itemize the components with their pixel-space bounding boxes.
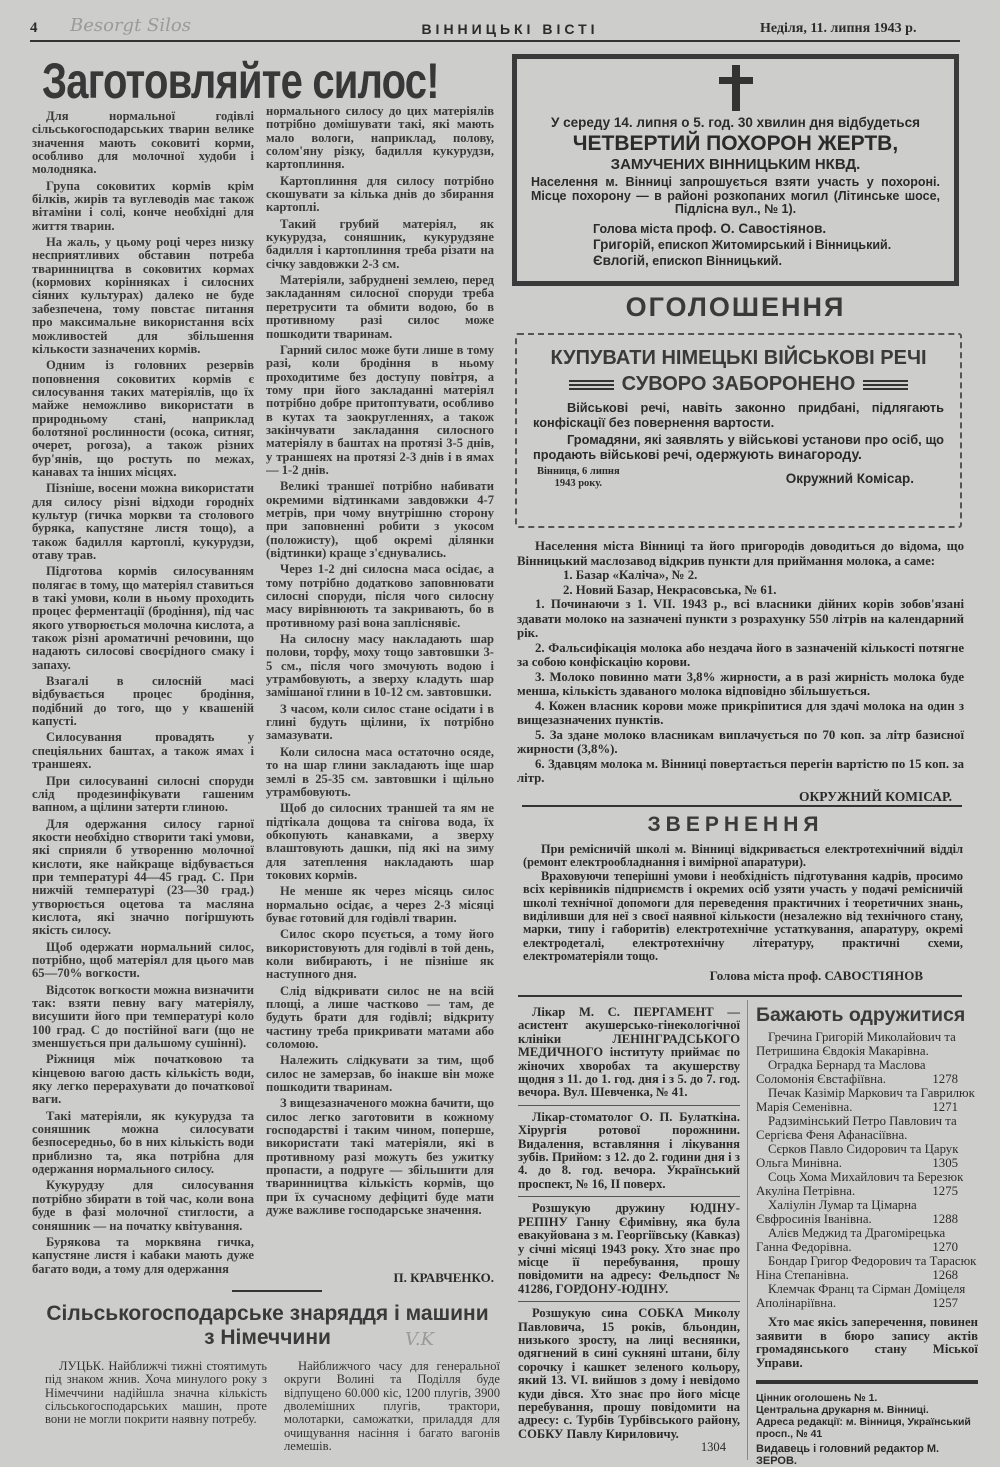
- imprint-publisher: Видавець і головний редактор М. ЗЕРОВ.: [756, 1443, 940, 1467]
- ban-signature: Окружний Комісар.: [785, 470, 914, 486]
- paragraph: Коли силосна маса остаточно осяде, то на шар глини закладають іще шар землі в 25-35 см. завтовшки і щільно утрамбовують.: [266, 744, 494, 799]
- marriage-entry-number: 1275: [932, 1183, 958, 1198]
- ad-number: 1304: [700, 1440, 726, 1455]
- imprint-address: Адреса редакції: м. Вінниця, Український просп., № 41: [756, 1416, 971, 1440]
- paragraph: Силосування провадять у спеціяльних баштах, а також ямах і траншеях.: [32, 730, 254, 772]
- paragraph: Через 1-2 дні силосна маса осідає, а тому потрібно додатково заповнювати силосні споруди, після чого силосну масу вирівнюють та закривають, бо в противному разі вона запліснявіє.: [266, 562, 494, 630]
- milk-notice: [517, 539, 964, 804]
- announcements-heading: ОГОЛОШЕННЯ: [625, 292, 846, 322]
- classified-ad: Лікар-стоматолог О. П. Булаткіна. Хірургія ротової порожнини. Видалення, вставляння і лікування зубів. Прийом: з 12. до 2. години дня і з 4. до 8. год. вечора. Український проспект, № 16, II поверх.: [518, 1109, 740, 1191]
- paragraph: Підготова кормів силосуванням полягає в тому, що матеріял ставиться в такі умови, коли в ньому проходить процес ферментації (бродіння), під час якого утворюється молочна кислота, а також різні ароматичні речовини, що надають силосові своєрідного смаку і запаху.: [32, 564, 254, 672]
- masthead-rule: [30, 40, 960, 42]
- ban-subheadline-text: СУВОРО ЗАБОРОНЕНО: [621, 373, 856, 395]
- marriage-entry: [756, 1255, 978, 1282]
- classified-ad: Лікар М. С. ПЕРГАМЕНТ — асистент акушерсько-гінекологічної клініки ЛЕНІНГРАДСЬКОГО МЕДИЧНОГО інституту приймає по жіночих хворобах та акушерству щодня з 11. до 1. год. дня і з 5. до 7. год. вечора. Вул. Шевченка, № 41.: [518, 1005, 740, 1100]
- signature-name: Григорій,: [593, 236, 655, 252]
- handwritten-initials: V.K: [405, 1329, 435, 1350]
- milk-rule: 2. Фальсифікація молока або нездача його в зазначеній кількості потягне за собою конфіскацію корови.: [517, 640, 964, 669]
- paragraph: На силосну масу накладають шар полови, торфу, моху тощо завтовшки 3-5 см., після чого змочують водою і утрамбовують, а зверху кладуть шар замішаної глини в 10-12 см. завтовшки.: [266, 632, 494, 700]
- article-headline: Заготовляйте силос!: [42, 53, 439, 109]
- paragraph: Група соковитих кормів крім білків, жирів та вуглеводів має також вітаміни і солі, конче необхідні для життя тварин.: [32, 178, 254, 233]
- marriage-entry-number: 1278: [932, 1071, 958, 1086]
- machinery-headline-line2: з Німеччини: [204, 1326, 331, 1349]
- paragraph: З вищезазначеного можна бачити, що силос легко заготовити в кожному господарстві і таким чином, поперше, використати такі матеріяли, які в противному разі можуть без ужитку пропасти, а подруге — збільшити для тваринництва кількість кормів, що при їх сучасному дефіциті буде мати дуже важливе господарське значення.: [266, 1096, 494, 1218]
- paragraph: Такий грубий матеріял, як кукурудза, соняшник, кукурудзяне бадилля і картоплиння треба різати на січку завдовжки 2-3 см.: [266, 216, 494, 271]
- ban-paragraph-2-text: Громадяни, які заявлять у військові установи про осіб, що продають військові речі,: [533, 432, 944, 462]
- appeal-paragraph-2: Враховуючи теперішні умови і необхідність підготування кадрів, просимо всіх керівників підприємств і окремих осіб узяти участь у подачі ремісничій школі технічної допомоги для переведення практичних і теоретичних знань, виділивши для неї з своєї наявної кількости (незалежно від технічного стану, марки, типу і габоритів) електротехнічне устаткування, апаратуру, окремі електродеталі, електротехнічну літературу, практичні схеми, електроматеріяли тощо.: [523, 868, 963, 964]
- milk-rule: 5. За здане молоко власникам виплачується по 70 коп. за літр базисної жирности (3,8%).: [517, 727, 964, 756]
- marriage-heading: Бажають одружитися: [756, 1004, 966, 1026]
- marriage-names: Сєрков Павло Сидорович та Царук Ольга Минівна.: [756, 1142, 959, 1170]
- article-column-1: [32, 110, 254, 1288]
- paragraph: Кукурудзу для силосування потрібно збирати в той час, коли вона буде в фазі молочної стиглости, а соняшник — на початку квітування.: [32, 1178, 254, 1233]
- column-divider: [747, 1000, 748, 1460]
- machinery-column-1: [45, 1360, 267, 1460]
- military-goods-notice: [515, 333, 962, 528]
- ban-place-date: [537, 466, 620, 490]
- milk-point: 1. Базар «Каліча», № 2.: [563, 568, 698, 582]
- marriage-entry: [756, 1227, 978, 1254]
- appeal-heading: ЗВЕРНЕННЯ: [647, 813, 824, 836]
- decorative-stripes: [863, 380, 908, 390]
- marriage-entry: [756, 1143, 978, 1170]
- appeal-body: [523, 843, 963, 982]
- signature-name: Євлогій,: [593, 252, 649, 268]
- ad-divider: [518, 1105, 740, 1106]
- signature-title: епископ Житомирський і Вінницький.: [657, 237, 892, 252]
- marriage-names: Оградка Бернард та Маслова Соломонія Євстафіївна.: [756, 1058, 926, 1086]
- appeal-paragraph-1: При ремісничій школі м. Вінниці відкривається електротехнічний відділ (ремонт електрообладнання і вимірної апаратури).: [523, 842, 963, 870]
- marriage-names: Печак Казімір Маркович та Гаврилюк Марія Семенівна.: [756, 1086, 975, 1114]
- section-rule: [522, 805, 962, 807]
- marriage-entry: [756, 1059, 978, 1086]
- imprint: [756, 1392, 978, 1467]
- marriage-names: Халіулін Лумар та Цімарна Євфросинія Іванівна.: [756, 1198, 917, 1226]
- paragraph: Одним із головних резервів поповнення соковитих кормів є силосування таких матеріялів, що їх майже неможливо використати в природньому стані, наприклад болотяної рослинности (осока, ситняг, очерет, рогоза), а також різних бур'янів, що ростуть по межах, канавах та інших місцях.: [32, 358, 254, 479]
- imprint-price-list: Цінник оголошень № 1.: [756, 1392, 878, 1404]
- article-column-2: [266, 105, 494, 1263]
- paragraph: ЛУЦЬК. Найближчі тижні стоятимуть під знаком жнив. Хоча минулого року з Німеччини надійшла значна кількість сільськогосподарських машин, проте вони не могли покрити наявну потребу.: [45, 1360, 267, 1427]
- marriage-entry-number: 1271: [932, 1099, 958, 1114]
- marriage-list: [756, 1031, 978, 1310]
- paragraph: З часом, коли силос стане осідати і в глині будуть щілини, їх потрібно замазувати.: [266, 701, 494, 743]
- marriage-entry: [756, 1087, 978, 1114]
- ban-reward-text: одержують винагороду.: [695, 446, 862, 462]
- paragraph: Не менше як через місяць силос нормально осідає, а через 2-3 місяці буває готовий для годівлі тварин.: [266, 884, 494, 925]
- section-rule: [518, 995, 962, 997]
- page-number: 4: [30, 20, 38, 36]
- marriage-announcements: [756, 1004, 978, 1467]
- paragraph: На жаль, у цьому році через низку несприятливих обставин потреба тваринництва в соковитих кормах (кормових корінняках і силосних сіяних культурах) далеко не буде забезпечена, тому повстає питання про максимальне використання всіх можливостей для збільшення кількости зазначених кормів.: [32, 235, 254, 356]
- paragraph: Слід відкривати силос не на всій площі, а лише частково — там, де будуть брати для годівлі; відкриту частину треба прикривати матами або соломою.: [266, 983, 494, 1052]
- marriage-entry-number: 1288: [932, 1211, 958, 1226]
- paragraph: нормального силосу до цих матеріялів потрібно домішувати такі, які мають мало вологи, наприклад, полову, солом'яну різку, бадилля кукурудзи, картоплиння.: [266, 105, 494, 172]
- marriage-names: Алієв Меджид та Драгомірецька Ганна Федорівна.: [756, 1226, 946, 1254]
- funeral-signature-3: [593, 253, 940, 269]
- decorative-stripes: [569, 380, 614, 390]
- funeral-notice: [512, 54, 959, 286]
- classified-ad: Розшукую сина СОБКА Миколу Павловича, 15 років, бльондин, низького зросту, на лиці веснянки, одягнений в сині сукняні штани, білу сорочку і кашкет зеленого кольору, який 13. VI. вийшов з дому і невідомо куди дівся. Хто знає про його місце перебування, прошу повідомити на адресу: с. Турбів Турбівського району, СОБКУ Павлу Кириловичу.: [518, 1306, 740, 1441]
- paragraph: Щоб до силосних траншей та ям не підтікала дощова та снігова вода, їх обкопують канавками, а зверху влаштовують дашки, під які на зиму для затеплення накладають шар токових кормів.: [266, 801, 494, 882]
- paragraph: Великі траншеї потрібно набивати окремими відтинками завдовжки 4-7 метрів, при чому внутрішню сторону при заповненні робити з укосом (положисту), щоб окремі ділянки (відтинки) краще з'єднувались.: [266, 479, 494, 560]
- paragraph: Відсоток вогкости можна визначити так: взяти певну вагу матеріялу, висушити його при температурі коло 100 град. С до постійної ваги (що не зменшується при дальшому сушінні).: [32, 982, 254, 1051]
- paragraph: Для нормальної годівлі сільськогосподарських тварин велике значення мають соковиті корми, особливо для молочної худоби і молодняка.: [32, 110, 254, 177]
- ban-paragraph-1: Військові речі, навіть законно придбані, підлягають конфіскації без повернення вартости.: [533, 400, 944, 430]
- paragraph: Щоб одержати нормальний силос, потрібно, щоб матеріял для цього мав 65—70% вогкости.: [32, 939, 254, 981]
- marriage-entry: [756, 1031, 978, 1058]
- funeral-body: Населення м. Вінниці запрошується взяти участь у похороні. Місце похорону — в районі розкопаних могил (Літинське шосе, Підлісна вул., № 1).: [531, 175, 940, 216]
- marriage-names: Соць Хома Михайлович та Березюк Акуліна Петрівна.: [756, 1170, 964, 1198]
- milk-signature: ОКРУЖНИЙ КОМІСАР.: [798, 788, 952, 804]
- paragraph: При силосуванні силосні споруди слід продезинфікувати гашеним вапном, а щілини затерти глиною.: [32, 773, 254, 815]
- marriage-names: Бондар Григор Федорович та Тарасюк Ніна Степанівна.: [756, 1254, 977, 1282]
- marriage-entry: [756, 1171, 978, 1198]
- marriage-names: Гречина Григорій Миколайович та Петришина Євдокія Макарівна.: [756, 1030, 956, 1058]
- milk-intro: Населення міста Вінниці та його пригородів доводиться до відома, що Вінницький маслозавод відкрив пункти для приймання молока, а саме:: [517, 539, 964, 568]
- signature-name: проф. О. Савостіянов.: [676, 220, 827, 236]
- newspaper-title: ВІННИЦЬКІ ВІСТІ: [421, 21, 599, 37]
- ban-subheadline: [533, 371, 944, 397]
- small-ads: [518, 1006, 740, 1455]
- marriage-entry-number: 1268: [932, 1267, 958, 1282]
- milk-rules-list: [517, 597, 964, 786]
- funeral-date-line: У середу 14. липня о 5. год. 30 хвилин дня відбудеться: [551, 115, 920, 130]
- article-author: П. КРАВЧЕНКО.: [393, 1270, 494, 1285]
- signature-title: Голова міста: [593, 221, 673, 236]
- marriage-entry: [756, 1115, 978, 1142]
- machinery-headline-line1: Сільськогосподарське знаряддя і машини: [46, 1302, 489, 1325]
- paragraph: Належить слідкувати за тим, щоб силос не замерзав, бо інакше він може пошкодити тваринам.: [266, 1053, 494, 1095]
- ad-divider: [518, 1196, 740, 1197]
- milk-point: 2. Новий Базар, Некрасовська, № 61.: [563, 582, 777, 597]
- machinery-column-2: [284, 1360, 500, 1460]
- paragraph: Пізніше, восени можна використати для силосу різні відходи городніх культур (гичка моркви та столового буряка, капустяне листя тощо), а також бадилля картоплі, кукурудзи, отаву трав.: [32, 481, 254, 562]
- paragraph: Матеріяли, забруднені землею, перед закладанням силосної споруди треба перетрусити та обмити водою, бо в противному разі силос може пошкодити тваринам.: [266, 273, 494, 341]
- issue-date: Неділя, 11. липня 1943 р.: [760, 21, 917, 36]
- ban-headline: КУПУВАТИ НІМЕЦЬКІ ВІЙСЬКОВІ РЕЧІ: [550, 347, 927, 369]
- marriage-entry: [756, 1283, 978, 1310]
- marriage-objection: Хто має якісь заперечення, повинен заявити в бюро запису актів громадянського стану Міської Управи.: [756, 1315, 978, 1370]
- ban-place: Вінниця, 6 липня: [537, 466, 620, 477]
- paragraph: Найближчого часу для генеральної округи Волині та Поділля буде відпущено 60.000 кіс, 1200 плугів, 3900 дволемішних плугів, трактори, молотарки, саможатки, приладдя для очищування насіння і багато вагонів лемешів.: [284, 1360, 500, 1454]
- milk-rule: 1. Починаючи з 1. VII. 1943 р., всі власники дійних корів зобов'язані здавати молоко на зазначені пункти з розрахунку 550 літрів на календарний рік.: [517, 597, 964, 640]
- appeal-signature: Голова міста проф. САВОСТІЯНОВ: [709, 967, 923, 983]
- marriage-names: Радзимінський Петро Павлович та Сергієва Феня Афанасіївна.: [756, 1114, 957, 1142]
- imprint-printer: Центральна друкарня м. Вінниці.: [756, 1404, 929, 1416]
- funeral-subheadline: ЗАМУЧЕНИХ ВІННИЦЬКИМ НКВД.: [610, 156, 861, 173]
- paragraph: Ріжниця між початковою та кінцевою вагою дасть кількість води, яку легко перерахувати до початкової ваги.: [32, 1052, 254, 1107]
- paragraph: Картоплиння для силосу потрібно скошувати за кілька днів до збирання картоплі.: [266, 173, 494, 215]
- paragraph: Силос скоро псується, а тому його використовують для годівлі в той день, коли вибирають, і не пізніше як наступного дня.: [266, 927, 494, 982]
- ban-paragraph-2: [533, 432, 944, 462]
- marriage-names: Клемчак Франц та Сірман Доміцеля Аполінаріївна.: [756, 1282, 966, 1310]
- milk-rule: 6. Здавцям молока м. Вінниці повертається перегін вартістю по 15 коп. за літр.: [517, 756, 964, 785]
- marriage-entry: [756, 1199, 978, 1226]
- imprint-rule: [756, 1380, 978, 1384]
- paragraph: Для одержання силосу гарної якости необхідно створити такі умови, які сприяли б утворенню молочної кислоти, яке найкраще відбувається при температурі 44—45 град. С. При нижчій температурі (23—30 град.) утворюється оцетова та масляна кислота, які значно погіршують якість силосу.: [32, 816, 254, 938]
- ban-year: 1943 року.: [554, 478, 603, 489]
- signature-title: епископ Вінницький.: [652, 253, 782, 268]
- small-ads-list: [518, 1006, 740, 1441]
- paragraph: Бурякова та морквяна гичка, капустяне листя і кабаки мають дуже багато води, а тому для одержання: [32, 1234, 254, 1276]
- marriage-entry-number: 1305: [932, 1155, 958, 1170]
- marriage-entry-number: 1270: [932, 1239, 958, 1254]
- funeral-signature-2: [593, 237, 940, 253]
- cross-icon: [719, 65, 753, 111]
- paragraph: Такі матеріяли, як кукурудза та соняшник можна силосувати безпосередньо, бо в них кількість води приблизно та, яка потрібна для одержання нормального силосу.: [32, 1108, 254, 1177]
- milk-points-list: [517, 568, 964, 597]
- paragraph: Взагалі в силосній масі відбувається процес бродіння, подібний до того, що у квашеній капусті.: [32, 674, 254, 729]
- funeral-signature-1: [593, 221, 940, 237]
- marriage-entry-number: 1257: [932, 1295, 958, 1310]
- ad-divider: [518, 1301, 740, 1302]
- milk-rule: 4. Кожен власник корови може прикріпитися для здачі молока на один з вищезазначених пунктів.: [517, 698, 964, 727]
- classified-ad: Розшукую дружину ЮДІНУ-РЕПІНУ Ганну Єфимівну, яка була евакуйована з м. Георгіївську (Кавказ) у січні місяці 1943 року. Хто знає про місце її перебування, прошу повідомити на адресу: Фельдпост № 41286, ГОРДОНУ-ЮДІНУ.: [518, 1201, 740, 1296]
- article-divider: [232, 1290, 322, 1292]
- paragraph: Гарний силос може бути лише в тому разі, коли бродіння в ньому проходитиме без доступу повітря, а тому при його закладанні матеріял потрібно добре притоптувати, особливо в кутах та заокругленнях, а також закінчувати закладання силосного матеріялу в баштах на протязі 3-5 днів, у траншеях на протязі 2-3 днів і в ямах — 1-2 днів.: [266, 342, 494, 477]
- funeral-headline: ЧЕТВЕРТИЙ ПОХОРОН ЖЕРТВ,: [572, 132, 899, 155]
- milk-rule: 3. Молоко повинно мати 3,8% жирности, а в разі жирність молока буде менша, кількість здаваного молока відповідно збільшується.: [517, 669, 964, 698]
- handwritten-note: Besorgt Silos: [70, 15, 191, 36]
